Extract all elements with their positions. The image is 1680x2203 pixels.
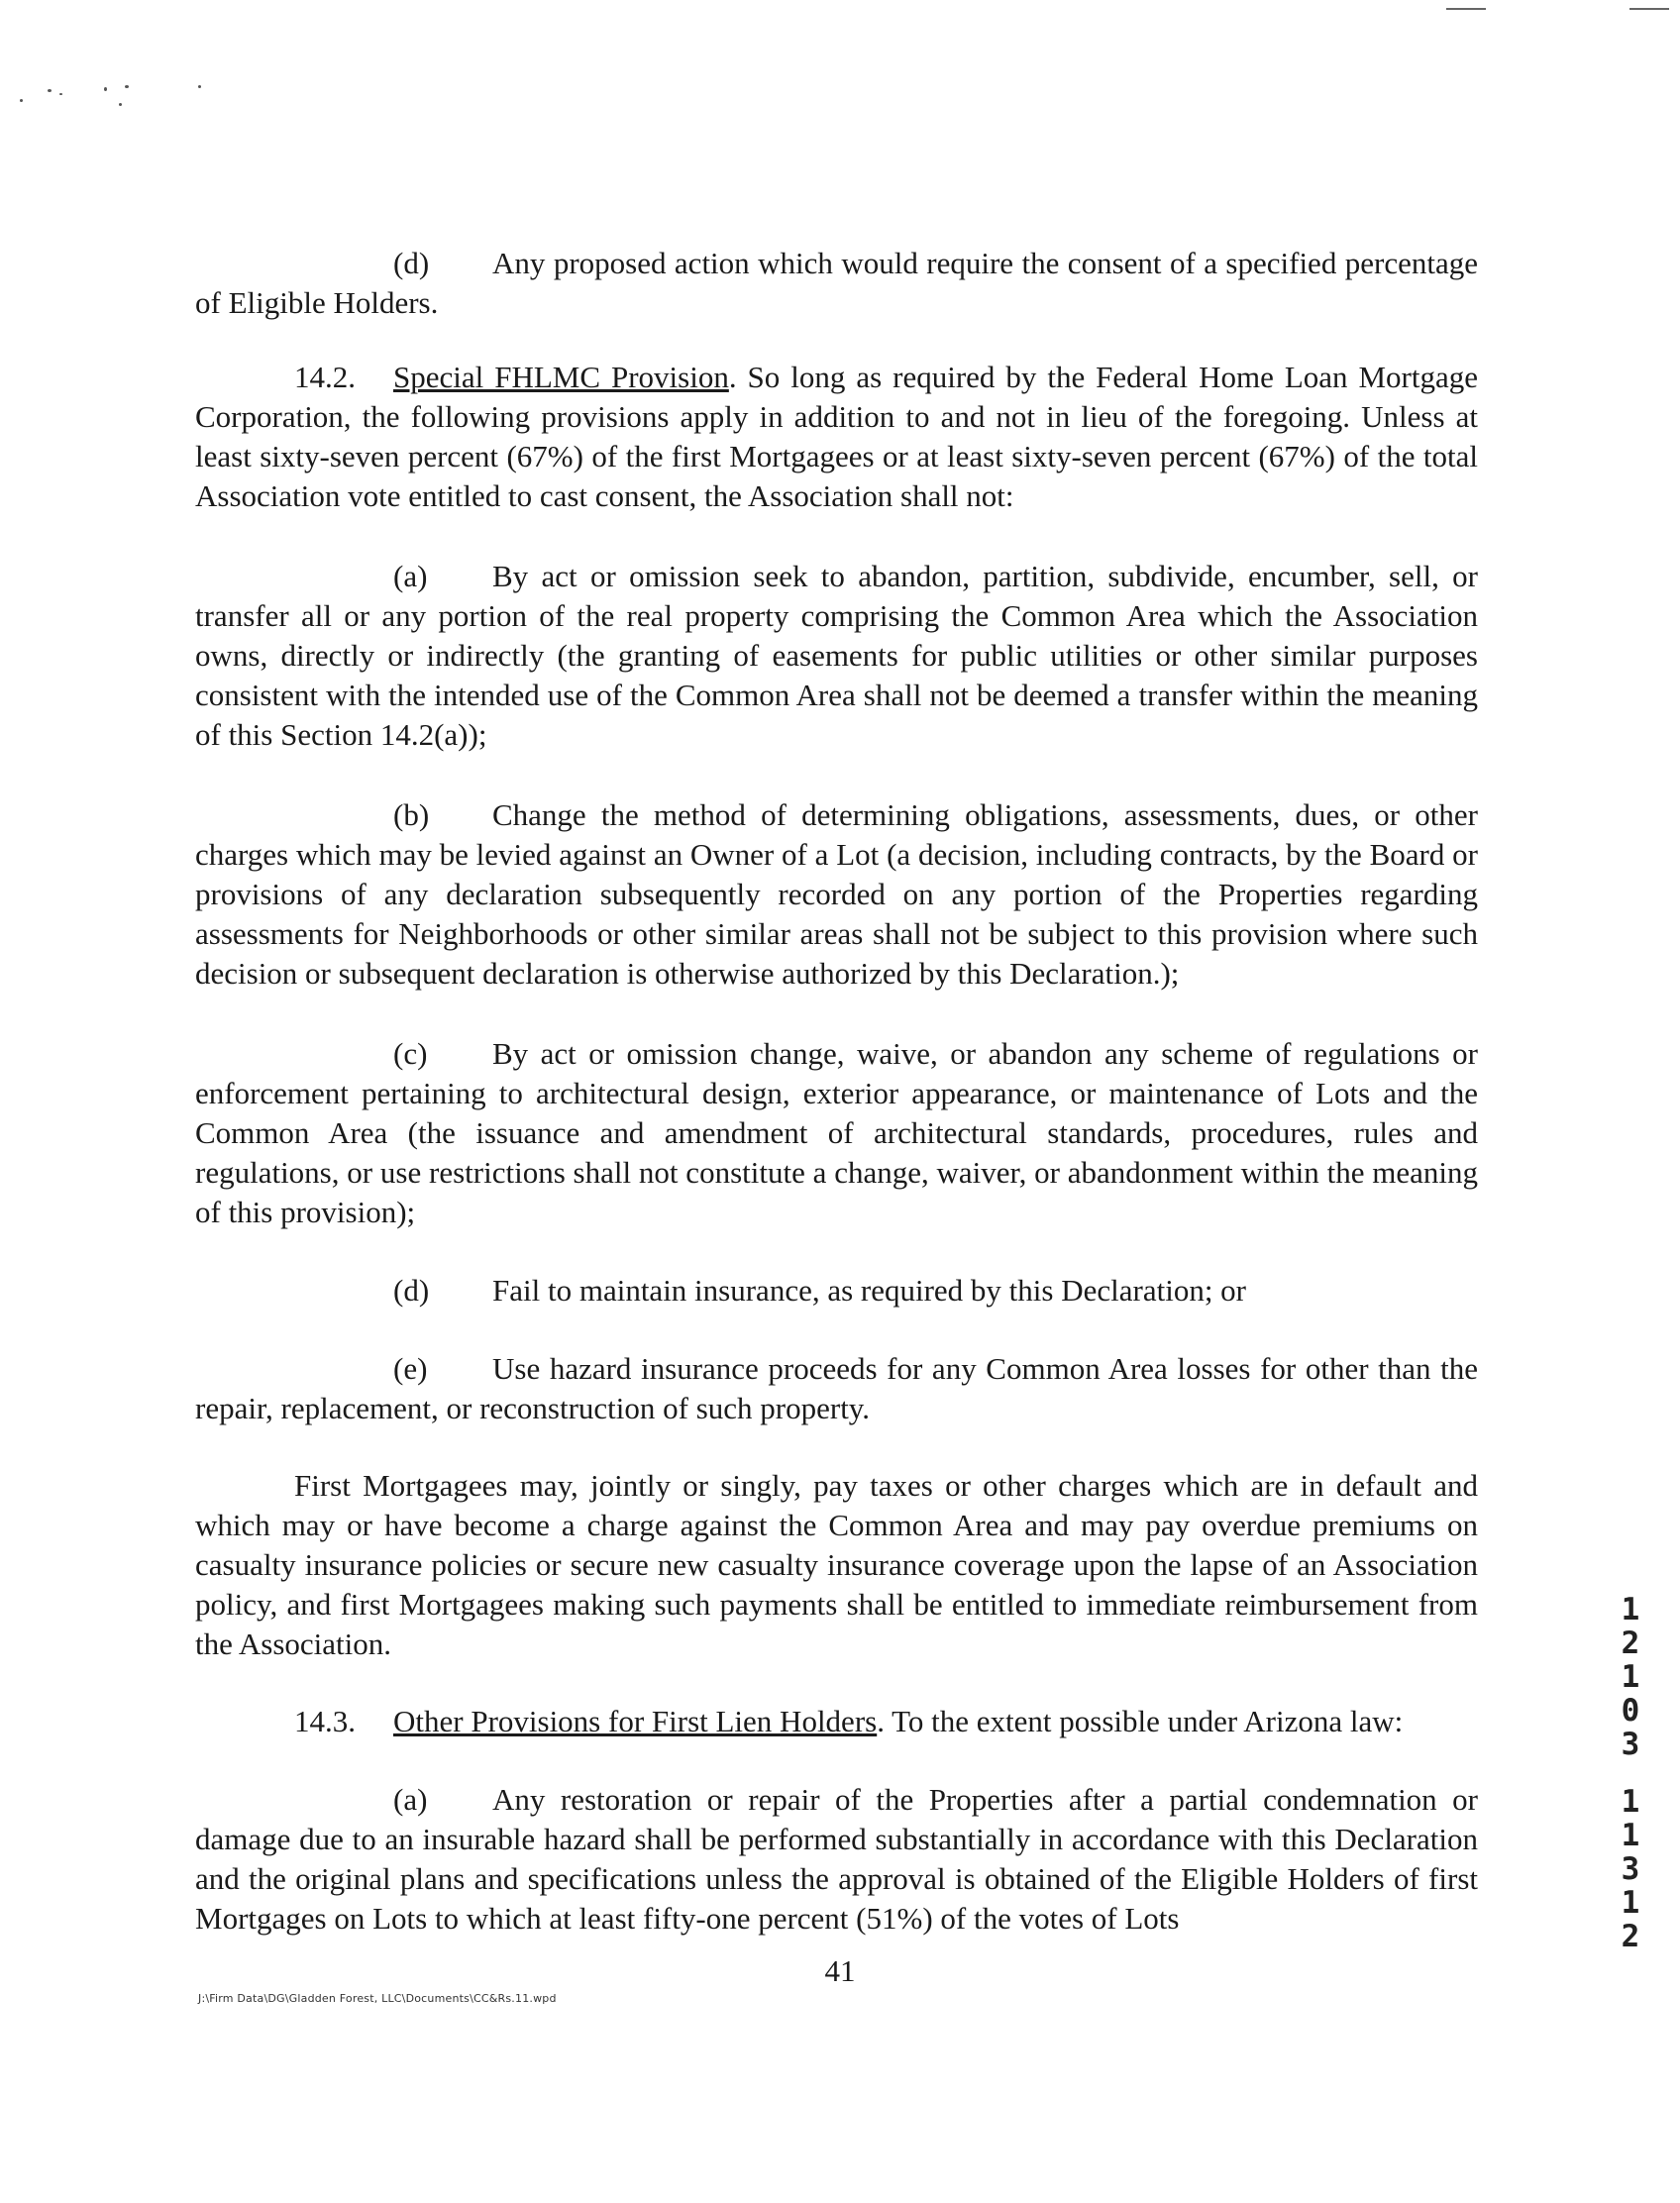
section-14-2 — [195, 358, 1478, 516]
stamp-digit: 1 — [1621, 1885, 1640, 1921]
section-14-3 — [195, 1702, 1478, 1741]
item-text: Any restoration or repair of the Properties after a partial condemnation or damage due to an insurable hazard shall be performed substantially in accordance with this Declaration and the original plans and specifications unless the approval is obtained of the Eligible Holders of first Mortgages on Lots to which at least fifty-one percent (51%) of the votes of Lots — [195, 1782, 1478, 1936]
stamp-digit: 1 — [1621, 1784, 1640, 1820]
paragraph-d-eligible-holders — [195, 244, 1478, 323]
item-c-architectural-regulations — [195, 1034, 1478, 1232]
stamp-digit: 0 — [1621, 1693, 1640, 1729]
stamp-digit: 3 — [1621, 1727, 1640, 1762]
item-label: (d) — [393, 246, 430, 280]
item-text: Fail to maintain insurance, as required by this Declaration; or — [492, 1273, 1246, 1308]
paragraph-text: First Mortgagees may, jointly or singly, pay taxes or other charges which are in default and which may or have become a charge against the Common Area and may pay overdue premiums on casualty insurance policies or secure new casualty insurance coverage upon the lapse of an Association policy, and first Mortgagees making such payments shall be entitled to immediate reimbursement from the Association. — [195, 1468, 1478, 1661]
recording-number-upper — [1613, 1593, 1648, 1761]
item-a-common-area-transfer — [195, 557, 1478, 755]
item-text: Use hazard insurance proceeds for any Common Area losses for other than the repair, replacement, or reconstruction of such property. — [195, 1351, 1478, 1425]
section-number: 14.3. — [294, 1704, 356, 1738]
item-e-hazard-proceeds — [195, 1349, 1478, 1428]
item-b-assessment-method — [195, 795, 1478, 994]
scan-speck — [125, 85, 129, 88]
item-text: Any proposed action which would require the consent of a specified percentage of Eligible Holders. — [195, 246, 1478, 320]
stamp-digit: 1 — [1621, 1818, 1640, 1853]
item-d-maintain-insurance — [195, 1271, 1478, 1311]
stamp-digit: 3 — [1621, 1851, 1640, 1887]
item-label: (e) — [393, 1351, 428, 1386]
item-label: (a) — [393, 559, 428, 593]
item-text: By act or omission change, waive, or abandon any scheme of regulations or enforcement pertaining to architectural design, exterior appearance, or maintenance of Lots and the Common Area (the issuance and amendment of architectural standards, procedures, rules and regulations, or use restrictions shall not constitute a change, waiver, or abandonment within the meaning of this provision); — [195, 1036, 1478, 1229]
item-text: Change the method of determining obligations, assessments, dues, or other charges which may be levied against an Owner of a Lot (a decision, including contracts, by the Board or provisions of any declaration subsequently recorded on any portion of the Properties regarding assessments for Neighborhoods or other similar areas shall not be subject to this provision where such decision or subsequent declaration is otherwise authorized by this Declaration.); — [195, 797, 1478, 991]
scan-speck — [104, 87, 107, 91]
section-heading: Other Provisions for First Lien Holders — [393, 1704, 878, 1738]
section-heading: Special FHLMC Provision — [393, 360, 729, 394]
scan-speck — [48, 89, 52, 92]
footer-file-path: J:\Firm Data\DG\Gladden Forest, LLC\Documents\CC&Rs.11.wpd — [198, 1992, 557, 2005]
section-text: . To the extent possible under Arizona law: — [877, 1704, 1404, 1738]
scan-speck — [198, 85, 201, 88]
stamp-digit: 2 — [1621, 1626, 1640, 1661]
item-label: (b) — [393, 797, 430, 832]
scan-edge-mark — [1629, 8, 1669, 10]
item-14-3-a-restoration — [195, 1780, 1478, 1939]
item-label: (a) — [393, 1782, 428, 1817]
item-label: (d) — [393, 1273, 430, 1308]
scan-speck — [20, 99, 23, 102]
scan-edge-mark — [1446, 8, 1486, 10]
stamp-digit: 1 — [1621, 1659, 1640, 1695]
item-text: By act or omission seek to abandon, partition, subdivide, encumber, sell, or transfer all or any portion of the real property comprising the Common Area which the Association owns, directly or indirectly (the granting of easements for public utilities or other similar purposes consistent with the intended use of the Common Area shall not be deemed a transfer within the meaning of this Section 14.2(a)); — [195, 559, 1478, 752]
recording-number-lower — [1613, 1785, 1648, 1953]
item-label: (c) — [393, 1036, 428, 1071]
section-number: 14.2. — [294, 360, 356, 394]
stamp-digit: 2 — [1621, 1919, 1640, 1954]
scan-speck — [59, 93, 62, 95]
stamp-digit: 1 — [1621, 1592, 1640, 1627]
section-text: . So long as required by the Federal Home Loan Mortgage Corporation, the following provisions apply in addition to and not in lieu of the foregoing. Unless at least sixty-seven percent (67%) of the first Mortgagees or at least sixty-seven percent (67%) of the total Association vote entitled to cast consent, the Association shall not: — [195, 360, 1478, 513]
scan-speck — [119, 103, 122, 106]
paragraph-first-mortgagees — [195, 1466, 1478, 1664]
page-number: 41 — [824, 1953, 856, 1988]
